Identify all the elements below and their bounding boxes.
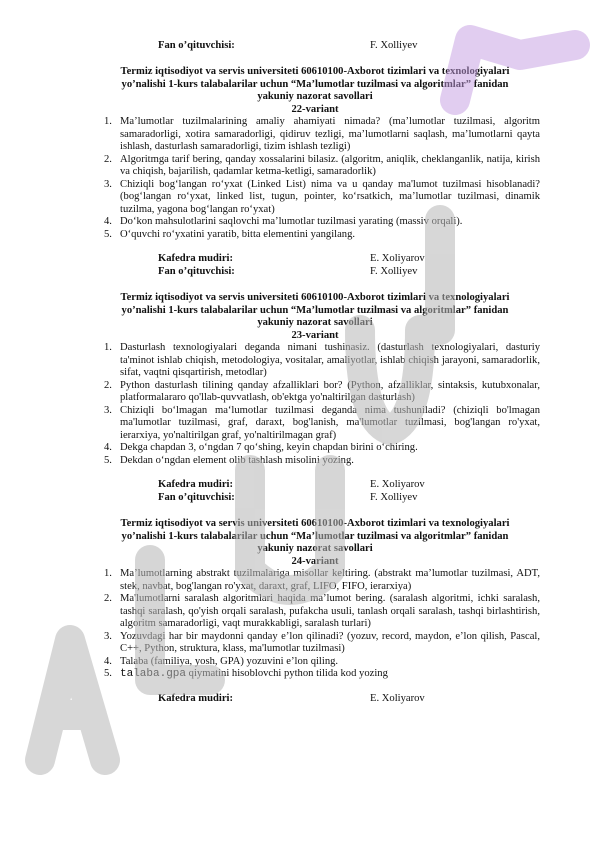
question-item [90,179,540,217]
question-list [90,116,540,241]
question-number: 1. [104,342,112,353]
section-heading [90,518,540,556]
question-number: 5. [104,454,112,466]
question-item [90,656,540,669]
heading-line: yakuniy nazorat savollari [257,317,373,328]
question-item [90,631,540,656]
question-item [90,568,540,593]
question-list [90,568,540,681]
question-text: Chiziqli bog‘langan ro‘yxat (Linked List) nima va u qanday ma'lumot tuzilmasi hisoblanadi? (bog‘langan ro‘yxat, linked list, tugun, pointer, ko‘rsatkich, ma’lumotlar tuzilmasi, dinamik tuzilma, yagona bog‘langan ro‘yxat) [120,178,540,215]
signature-role: Fan o’qituvchisi: [158,40,235,51]
heading-line: yakuniy nazorat savollari [257,543,373,554]
question-text: Yozuvdagi har bir maydonni qanday e’lon qilinadi? (yozuv, record, maydon, e’lon qilish, Pascal, C++, Python, struktura, klass, ma'lumotlar tuzilmasi) [120,630,540,654]
question-number: 3. [104,630,112,642]
signature-role: Fan o’qituvchisi: [158,492,235,503]
signature-row [90,266,540,279]
question-text: O‘quvchi ro‘yxatini yaratib, bitta elementini yangilang. [120,228,356,240]
signature-name: F. Xolliyev [370,492,418,503]
top-signature [90,40,540,53]
signature-name: F. Xolliyev [370,40,418,51]
question-text: Dekdan o‘ngdan element olib tashlash misolini yozing. [120,454,354,466]
question-text: Python dasturlash tilining qanday afzalliklari bor? (Python, afzalliklar, sintaksis, kutubxonalar, platformalararo qo'llab-quvvatlash, ob'ektga yo'naltirilgan dasturlash) [120,379,540,403]
question-item [90,405,540,443]
question-text: Ma’lumotlarning abstrakt tuzilmalariga misollar keltiring. (abstrakt ma’lumotlar tuzilmasi, ADT, stek, navbat, bog'langan ro'yxat, daraxt, graf, LIFO, FIFO, ierarxiya) [120,568,540,592]
question-text: Ma'lumotlarni saralash algoritmlari haqida ma’lumot bering. (saralash algoritmi, ichki saralash, tashqi saralash, qo'yish orqali saralash, pufakcha usuli, tanlash orqali saralash, tashqi birlashtirish, algoritm samaradorligi, vaqt murakkabligi, saralash turlari) [120,593,540,629]
heading-line: Termiz iqtisodiyot va servis universiteti 60610100-Axborot tizimlari va texnologiyalari [120,292,510,303]
question-number: 2. [104,153,112,165]
signature-block [90,693,540,706]
question-item [90,116,540,154]
question-text: Dasturlash texnologiyalari deganda nimani tushinasiz. (dasturlash texnologiyalari, dasturiy ta'minot ishlab chiqish, metodologiya, vositalar, amaliyotlar, ishlab chiqish jarayoni, samaradorlik, sifat, vaqtni qisqartirish, metodlar) [120,342,540,378]
question-number: 2. [104,379,112,391]
signature-row [90,492,540,505]
signature-row [90,479,540,492]
question-item [90,216,540,229]
question-item [90,442,540,455]
signature-name: F. Xolliyev [370,266,418,277]
signature-block [90,479,540,505]
question-item [90,593,540,631]
question-number: 5. [104,228,112,240]
signature-name: E. Xoliyarov [370,692,425,704]
question-number: 1. [104,116,112,127]
signature-role: Kafedra mudiri: [158,479,234,490]
question-number: 4. [104,216,112,227]
question-item [90,455,540,468]
question-number: 4. [104,442,112,453]
question-number: 5. [104,668,112,679]
signature-role: Fan o’qituvchisi: [158,266,235,277]
question-item [90,342,540,380]
question-number: 4. [104,655,112,667]
question-text: Chiziqli bo‘lmagan ma‘lumotlar tuzilmasi deganda nima tushuniladi? (chiziqli bo'lmagan ma'lumotlar tuzilmasi, graf, daraxt, bog'lanish, ma'lumotlar tuzilmasi, bog'langan ro'yxat, ierarxiya, yo'naltirilgan graf, yo'naltirilmagan graf) [120,404,540,441]
signature-name: E. Xoliyarov [370,253,425,264]
signature-role: Kafedra mudiri: [158,253,234,264]
variant-title: 24-variant [291,555,339,567]
inline-code: talaba.gpa [120,668,187,680]
question-list [90,342,540,467]
heading-line: yo’nalishi 1-kurs talabalarilar uchun “Ma’lumotlar tuzilmasi va algoritmlar” fanidan [121,304,509,316]
section-heading [90,66,540,104]
question-number: 1. [104,568,112,579]
signature-name: E. Xoliyarov [370,479,425,490]
question-item [90,154,540,179]
question-number: 3. [104,178,112,190]
signature-block [90,253,540,279]
question-item [90,229,540,242]
heading-line: Termiz iqtisodiyot va servis universiteti 60610100-Axborot tizimlari va texnologiyalari [120,518,510,529]
question-text: Ma’lumotlar tuzilmalarining amaliy ahamiyati nimada? (ma’lumotlar tuzilmasi, algoritm samaradorligi, xotira samaradorligi, qidiruv tezligi, ma’lumotlarni saqlash, ma’lumotlarni qayta ishlash, dasturlash samaradorligi, tizim ishlash tezligi) [120,116,540,152]
question-number: 2. [104,593,112,604]
heading-line: yakuniy nazorat savollari [257,91,373,102]
question-text: Talaba (familiya, yosh, GPA) yozuvini e’lon qiling. [120,655,339,667]
section-heading [90,292,540,330]
question-text: qiymatini hisoblovchi python tilida kod yozing [186,668,388,679]
heading-line: yo’nalishi 1-kurs talabalarilar uchun “Ma’lumotlar tuzilmasi va algoritmlar” fanidan [121,78,509,90]
heading-line: Termiz iqtisodiyot va servis universiteti 60610100-Axborot tizimlari va texnologiyalari [120,66,510,77]
question-number: 3. [104,404,112,416]
question-text: Do‘kon mahsulotlarini saqlovchi ma’lumotlar tuzilmasi yarating (massiv orqali). [120,216,463,227]
document-content [90,40,540,706]
signature-row [90,253,540,266]
question-text: Algoritmga tarif bering, qanday xossalarini bilasiz. (algoritm, aniqlik, cheklanganlik, natija, kirish va chiqish, bajarilish, qadamlar ketma-ketligi, samaradorlik) [120,153,540,177]
heading-line: yo’nalishi 1-kurs talabalarilar uchun “Ma’lumotlar tuzilmasi va algoritmlar” fanidan [121,530,509,542]
question-text: Dekga chapdan 3, o‘ngdan 7 qo‘shing, keyin chapdan birini o‘chiring. [120,442,418,453]
variant-title: 22-variant [291,103,339,115]
signature-role: Kafedra mudiri: [158,692,234,704]
variant-title: 23-variant [291,329,339,341]
question-item [90,380,540,405]
signature-row [90,693,540,706]
question-item [90,668,540,681]
